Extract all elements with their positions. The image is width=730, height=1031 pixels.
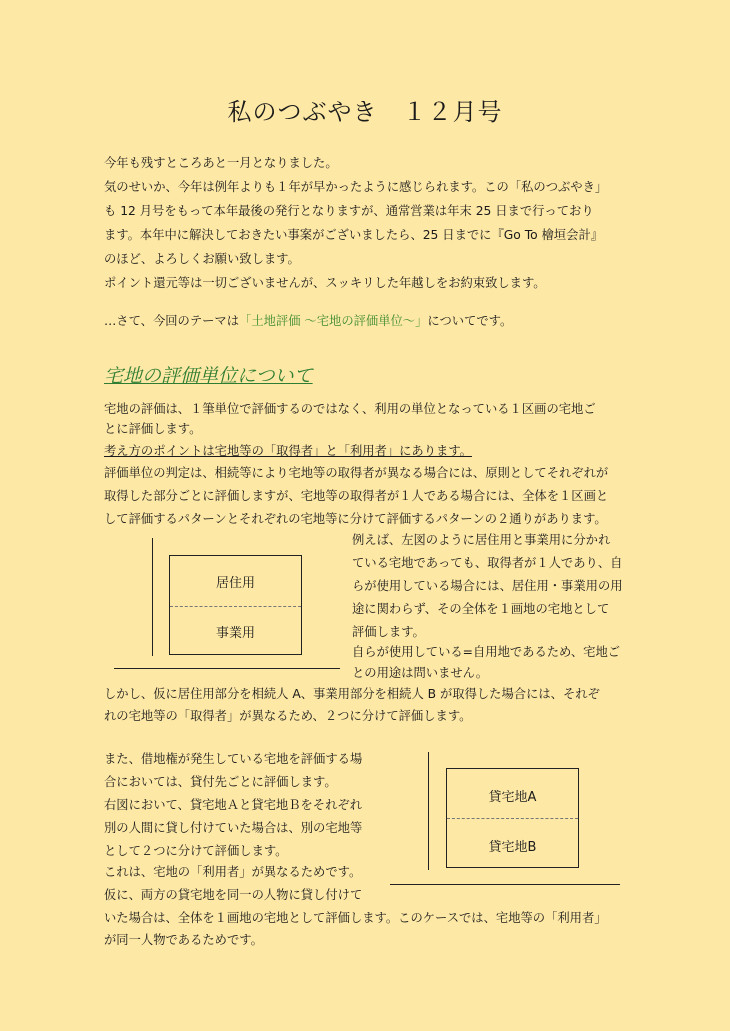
theme-after: についてです。: [427, 314, 513, 328]
road-line-horizontal: [114, 668, 340, 669]
intro-line: ポイント還元等は一切ございませんが、スッキリした年越しをお約束致します。: [104, 276, 546, 290]
side-line: らが使用している場合には、居住用・事業用の用: [352, 579, 623, 593]
point-line: 考え方のポイントは宅地等の「取得者」と「利用者」にあります。: [104, 444, 472, 458]
lot-divider: [170, 606, 301, 607]
body-line: 取得した部分ごとに評価しますが、宅地等の取得者が１人である場合には、全体を１区画と: [104, 489, 609, 503]
side-line: 別の人間に貸し付けていた場合は、別の宅地等: [104, 821, 363, 835]
road-line-horizontal: [390, 884, 620, 885]
side-line: との用途は問いません。: [352, 666, 489, 680]
side-line: 例えば、左図のように居住用と事業用に分かれ: [352, 533, 611, 547]
intro-line: 気のせいか、今年は例年よりも１年が早かったように感じられます。この「私のつぶやき」: [104, 180, 608, 194]
intro-line: 今年も残すところあと一月となりました。: [104, 156, 338, 170]
page-title: 私のつぶやき １２月号: [227, 98, 503, 126]
side-line: これは、宅地の「利用者」が異なるためです。: [104, 865, 362, 879]
lot-label-lower: 事業用: [215, 626, 255, 641]
body-line: が同一人物であるためです。: [104, 933, 263, 947]
theme-highlight: 「土地評価 ～宅地の評価単位～」: [239, 314, 428, 328]
side-line: 途に関わらず、その全体を１画地の宅地として: [352, 602, 610, 616]
section-heading: 宅地の評価単位について: [104, 365, 313, 387]
body-line: しかし、仮に居住用部分を相続人 A、事業用部分を相続人 B が取得した場合には、それぞ: [104, 687, 600, 701]
body-line: して評価するパターンとそれぞれの宅地等に分けて評価するパターンの２通りがあります。: [104, 512, 607, 526]
intro-line: も 12 月号をもって本年最後の発行となりますが、通常営業は年末 25 日まで行っており: [104, 204, 594, 218]
side-line: 自らが使用している=自用地であるため、宅地ご: [352, 645, 621, 659]
body-line: れの宅地等の「取得者」が異なるため、２つに分けて評価します。: [104, 709, 472, 723]
side-line: また、借地権が発生している宅地を評価する場: [104, 752, 363, 766]
side-line: 右図において、貸宅地Ａと貸宅地Ｂをそれぞれ: [104, 798, 362, 812]
road-line-vertical: [152, 538, 153, 656]
intro-line: ます。本年中に解決しておきたい事案がございましたら、25 日までに『Go To 檜垣会計』: [104, 228, 604, 242]
lot-label-lower: 貸宅地B: [488, 840, 537, 855]
side-line: ている宅地であっても、取得者が１人であり、自: [352, 556, 623, 570]
theme-line: [104, 313, 512, 329]
side-line: 評価します。: [352, 625, 425, 639]
body-line: とに評価します。: [104, 422, 202, 436]
road-line-vertical: [428, 752, 429, 870]
side-line: 仮に、両方の貸宅地を同一の人物に貸し付けて: [104, 888, 363, 902]
side-line: として２つに分けて評価します。: [104, 844, 288, 858]
side-line: 合においては、貸付先ごとに評価します。: [104, 775, 337, 789]
lot-label-upper: 貸宅地A: [488, 790, 537, 805]
lot-divider: [447, 818, 578, 819]
body-line: いた場合は、全体を１画地の宅地として評価します。このケースでは、宅地等の「利用者」: [104, 911, 607, 925]
lot-label-upper: 居住用: [215, 576, 255, 591]
intro-line: のほど、よろしくお願い致します。: [104, 252, 300, 266]
body-line: 宅地の評価は、１筆単位で評価するのではなく、利用の単位となっている１区画の宅地ご: [104, 402, 596, 416]
theme-before: …さて、今回のテーマは: [104, 314, 240, 328]
body-line: 評価単位の判定は、相続等により宅地等の取得者が異なる場合には、原則としてそれぞれが: [104, 466, 609, 480]
